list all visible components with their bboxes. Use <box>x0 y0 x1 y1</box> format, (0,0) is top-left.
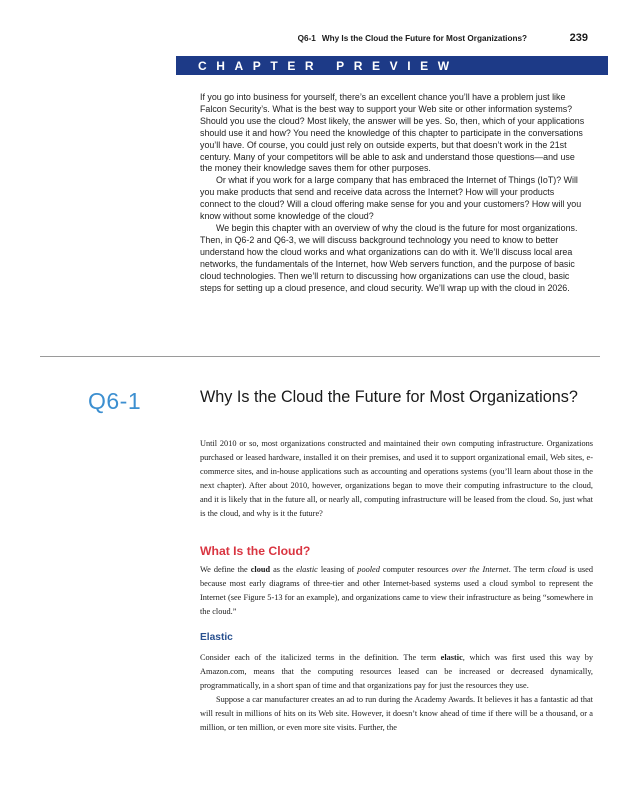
chapter-preview-label: CHAPTER PREVIEW <box>198 59 459 73</box>
definition-paragraph: We define the cloud as the elastic leasing of pooled computer resources over the Internet. The term cloud is used because most early diagrams of three-tier and other Internet-based systems used a cloud symbol to represent the Internet (see Figure 5-13 for an example), and organizations came to view their infrastructure as being “somewhere in the cloud.” <box>200 565 593 616</box>
elastic-paragraph: Consider each of the italicized terms in the definition. The term elastic, which was first used this way by Amazon.com, means that the computing resources leased can be increased or decreased dynamically, programmatically, in a short span of time and that organizations pay for just the resources they use. <box>200 653 593 690</box>
term-cloud: cloud <box>250 565 271 574</box>
chapter-preview-banner <box>176 56 608 75</box>
section-title: Why Is the Cloud the Future for Most Organizations? <box>200 388 578 406</box>
elastic-paragraph: Suppose a car manufacturer creates an ad to run during the Academy Awards. It believes it has a fantastic ad that will result in millions of hits on its Web site. However, it doesn’t know ahead of time if there will be a thousand, or a million, or ten million, or even more site visits. Further, the <box>200 695 593 732</box>
section-label: Q6-1 <box>88 388 142 414</box>
preview-paragraph: If you go into business for yourself, there’s an excellent chance you’ll have a problem just like Falcon Security’s. What is the best way to support your Web site or other information systems? Should you use the cloud? Most likely, the answer will be yes. So, then, which of your applications should use it and how? You need the knowledge of this chapter to participate in the conversations you’ll have. Of course, you could just rely on outside experts, but that doesn’t work in the 21st century. Many of your competitors will be able to ask and understand those questions—and use the money their knowledge saves them for other purposes. <box>200 92 585 174</box>
chapter-preview-text <box>200 92 587 294</box>
section-divider <box>40 356 600 357</box>
preview-paragraph: Or what if you work for a large company that has embraced the Internet of Things (IoT)? Will you make products that send and receive data across the Internet? How will your products connect to the cloud? Will a cloud offering make sense for you and your customers? How will you know without some knowledge of the cloud? <box>200 175 582 222</box>
running-head-section: Q6-1 <box>297 34 316 43</box>
preview-paragraph: We begin this chapter with an overview of why the cloud is the future for most organizations. Then, in Q6-2 and Q6-3, we will discuss background technology you need to know to better understand how the cloud works and what organizations can do with it. We’ll discuss local area networks, the fundamentals of the Internet, how Web servers function, and the purpose of basic cloud technologies. Then we’ll return to discussing how organizations can use the cloud, basic steps for setting up a cloud presence, and cloud security. We’ll wrap up with the cloud in 2026. <box>200 222 578 293</box>
elastic-text <box>200 651 593 735</box>
cloud-definition <box>200 563 593 619</box>
running-head <box>0 34 625 50</box>
section-intro <box>200 437 593 521</box>
running-head-title: Q6-1 Why Is the Cloud the Future for Most Organizations? <box>297 34 527 43</box>
term-elastic: elastic <box>440 653 463 662</box>
subheading-elastic: Elastic <box>200 632 233 643</box>
subheading-what-is-cloud: What Is the Cloud? <box>200 544 311 558</box>
intro-paragraph: Until 2010 or so, most organizations constructed and maintained their own computing infrastructure. Organizations purchased or leased hardware, installed it on their premises, and used it to support organizational email, Web sites, e-commerce sites, and in-house applications such as accounting and operations systems (you’ll learn about those in the next chapter). After about 2010, however, organizations began to move their computing infrastructure to the cloud, and it is likely that in the future all, or nearly all, computing infrastructure will be leased from the cloud. So, just what is the cloud, and why is it the future? <box>200 439 593 518</box>
page-number: 239 <box>569 32 588 44</box>
